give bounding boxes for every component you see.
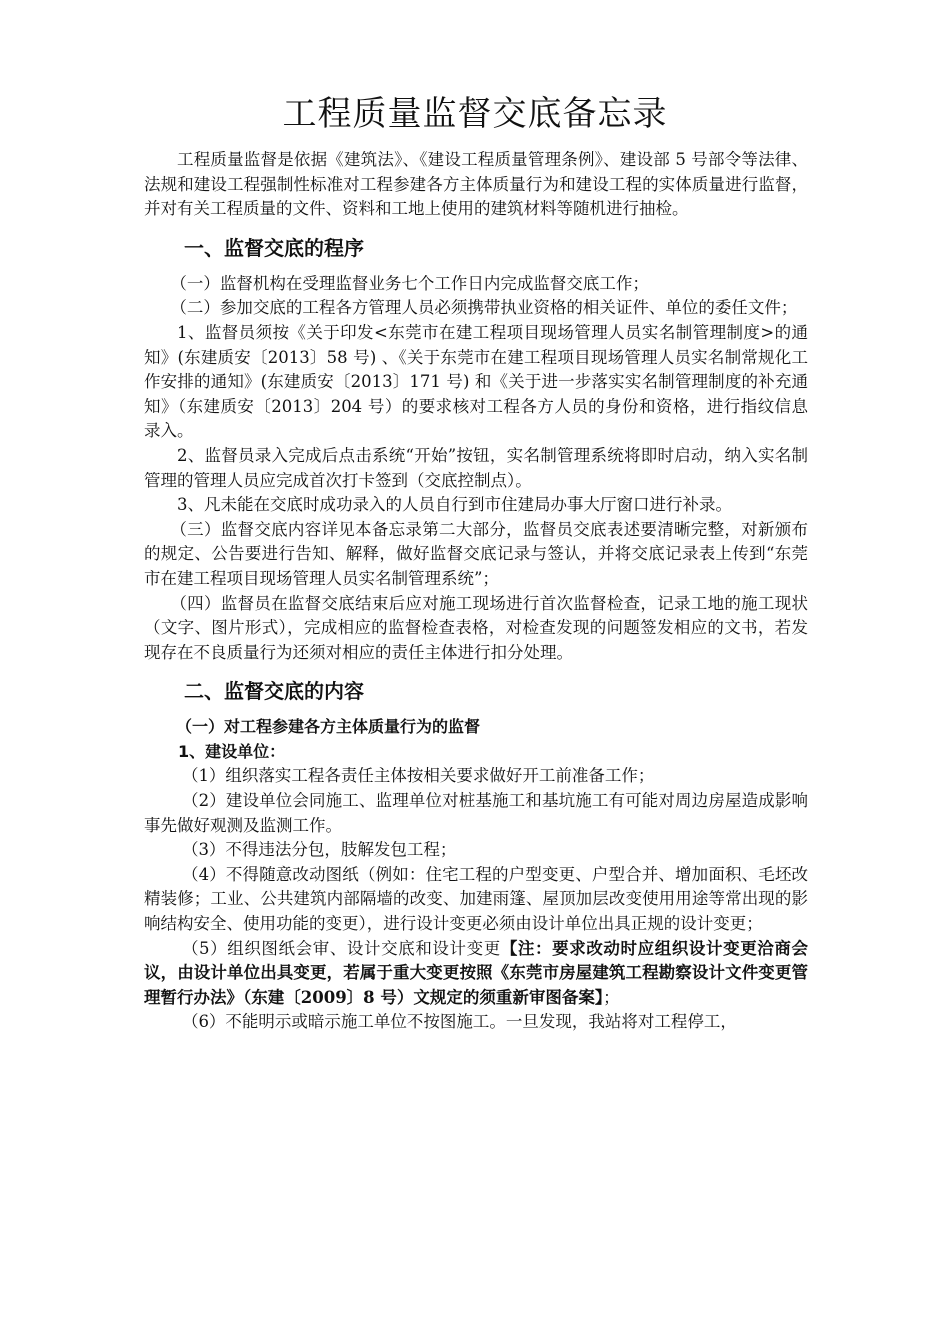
construction-unit-item4: （4）不得随意改动图纸（例如：住宅工程的户型变更、户型合并、增加面积、毛坯改精装修；工业、公共建筑内部隔墙的改变、加建雨篷、屋顶加层改变使用用途等常出现的影响结构安全、使用功能的变更），进行设计变更必须由设计单位出具正规的设计变更； xyxy=(144,864,808,934)
section2-subheading: （一）对工程参建各方主体质量行为的监督 xyxy=(176,717,481,737)
item5-note-text: 【注：要求改动时应组织设计变更洽商会议，由设计单位出具变更，若属于重大变更按照《东莞市房屋建筑工程勘察设计文件变更管理暂行办法》（东建〔2009〕8 号）文规定的须重新审图备案】 xyxy=(144,938,809,1007)
construction-unit-heading: 1、建设单位： xyxy=(178,741,286,761)
section1-item2: （二）参加交底的工程各方管理人员必须携带执业资格的相关证件、单位的委任文件； xyxy=(170,298,798,318)
construction-unit-item3: （3）不得违法分包，肢解发包工程； xyxy=(181,840,457,860)
item5-main-text: （5）组织图纸会审、设计交底和设计变更 xyxy=(181,938,501,958)
construction-unit-item1: （1）组织落实工程各责任主体按相关要求做好开工前准备工作； xyxy=(181,766,655,786)
section1-sub2: 2、监督员录入完成后点击系统“开始”按钮，实名制管理系统将即时启动，纳入实名制管理的管理人员应完成首次打卡签到（交底控制点）。 xyxy=(144,445,808,490)
section2-heading: 二、监督交底的内容 xyxy=(184,679,364,704)
construction-unit-item2: （2）建设单位会同施工、监理单位对桩基施工和基坑施工有可能对周边房屋造成影响事先做好观测及监测工作。 xyxy=(144,791,808,835)
section1-sub3: 3、凡未能在交底时成功录入的人员自行到市住建局办事大厅窗口进行补录。 xyxy=(177,495,732,515)
section1-sub1: 1、监督员须按《关于印发<东莞市在建工程项目现场管理人员实名制管理制度>的通知》(东建质安〔2013〕58 号) 、《关于东莞市在建工程项目现场管理人员实名制常规化工作安排的通知》(东建质安〔2013〕171 号) 和《关于进一步落实实名制管理制度的补充通知》（东建质安〔2013〕204 号）的要求核对工程各方人员的身份和资格，进行指纹信息录入。 xyxy=(144,322,808,441)
item5-end: ； xyxy=(603,987,620,1007)
construction-unit-item6: （6）不能明示或暗示施工单位不按图施工。一旦发现，我站将对工程停工， xyxy=(181,1012,737,1032)
intro-paragraph: 工程质量监督是依据《建筑法》、《建设工程质量管理条例》、建设部 5 号部令等法律、法规和建设工程强制性标准对工程参建各方主体质量行为和建设工程的实体质量进行监督，并对有关工程质量的文件、资料和工地上使用的建筑材料等随机进行抽检。 xyxy=(144,150,808,219)
document-title: 工程质量监督交底备忘录 xyxy=(282,94,668,134)
construction-unit-item5 xyxy=(144,937,808,1011)
document-body xyxy=(144,148,808,1035)
section1-item4: （四）监督员在监督交底结束后应对施工现场进行首次监督检查，记录工地的施工现状（文字、图片形式），完成相应的监督检查表格，对检查发现的问题签发相应的文书，若发现存在不良质量行为还须对相应的责任主体进行扣分处理。 xyxy=(144,593,808,662)
section1-heading: 一、监督交底的程序 xyxy=(184,235,364,260)
section1-item1: （一）监督机构在受理监督业务七个工作日内完成监督交底工作； xyxy=(170,273,649,293)
section1-item3: （三）监督交底内容详见本备忘录第二大部分，监督员交底表述要清晰完整，对新颁布的规定、公告要进行告知、解释，做好监督交底记录与签认，并将交底记录表上传到“东莞市在建工程项目现场管理人员实名制管理系统”； xyxy=(144,519,808,588)
